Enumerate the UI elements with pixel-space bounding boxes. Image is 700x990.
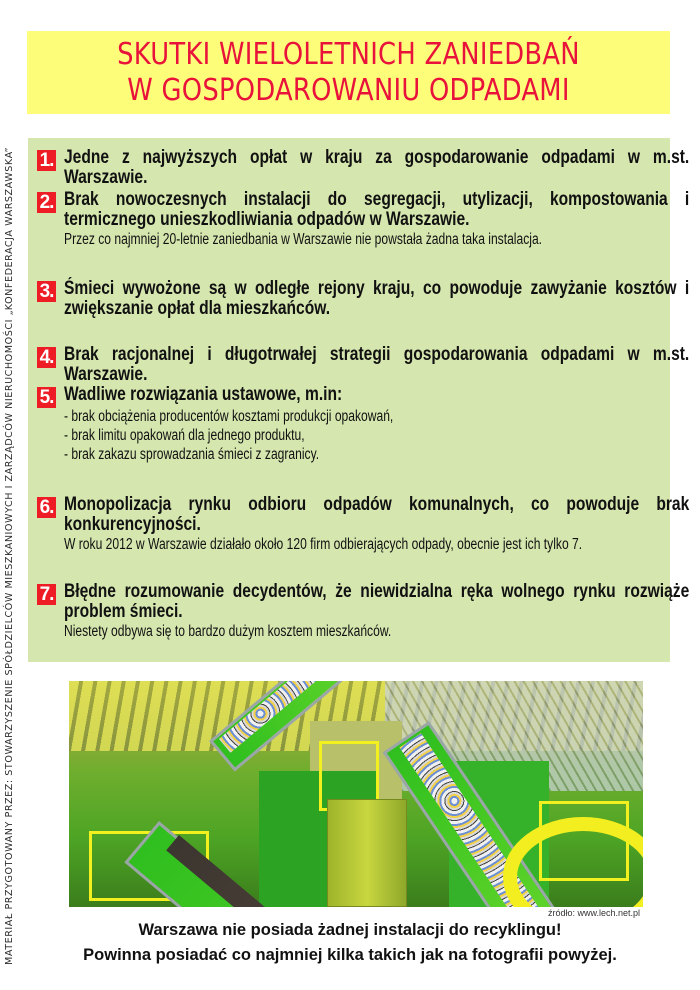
point-item-1 — [37, 147, 690, 188]
point-detail: W roku 2012 w Warszawie działało około 120 firm odbierających odpady, obecnie jest ich tylko 7. — [64, 536, 583, 553]
point-item-3 — [37, 278, 690, 319]
point-heading: Śmieci wywożone są w odległe rejony kraju, co powoduje zawyżanie kosztów i zwiększanie opłat dla mieszkańców. — [64, 278, 690, 319]
footer-line-1: Warszawa nie posiada żadnej instalacji do recyklingu! — [138, 921, 562, 939]
footer-message — [30, 918, 670, 968]
point-item-6 — [37, 494, 690, 554]
recycling-plant-photo — [69, 681, 643, 907]
point-item-7 — [37, 581, 690, 641]
point-detail: Przez co najmniej 20-letnie zaniedbania w Warszawie nie powstała żadna taka instalacja. — [64, 231, 543, 248]
point-item-2 — [37, 189, 690, 249]
point-number-badge: 4. — [37, 347, 56, 368]
point-list-item: - brak obciążenia producentów kosztami produkcji opakowań, — [64, 408, 394, 425]
point-number-badge: 6. — [37, 497, 56, 518]
point-heading: Błędne rozumowanie decydentów, że niewidzialna ręka wolnego rynku rozwiąże problem śmieci. — [64, 581, 690, 622]
point-item-4 — [37, 344, 690, 385]
point-item-5 — [37, 385, 662, 464]
point-number-badge: 5. — [37, 387, 56, 408]
point-number-badge: 7. — [37, 584, 56, 605]
photo-source: źródło: www.lech.net.pl — [547, 908, 640, 918]
points-list — [28, 138, 690, 662]
point-heading: Brak racjonalnej i długotrwałej strategii gospodarowania odpadami w m.st. Warszawie. — [64, 344, 690, 385]
point-heading: Monopolizacja rynku odbioru odpadów komunalnych, co powoduje brak konkurencyjności. — [64, 494, 690, 535]
footer-line-2: Powinna posiadać co najmniej kilka takich jak na fotografii powyżej. — [83, 946, 617, 964]
point-list-item: - brak limitu opakowań dla jednego produktu, — [64, 427, 305, 444]
point-heading: Brak nowoczesnych instalacji do segregacji, utylizacji, kompostowania i termicznego unieszkodliwiania odpadów w Warszawie. — [64, 189, 690, 230]
point-detail: Niestety odbywa się to bardzo dużym kosztem mieszkańców. — [64, 623, 392, 640]
point-number-badge: 2. — [37, 192, 56, 213]
author-note: MATERIAŁ PRZYGOTOWANY PRZEZ: STOWARZYSZENIE SPÓŁDZIELCÓW MIESZKANIOWYCH I ZARZĄDCÓW NIERUCHOMOŚCI „KONFEDERACJA WARSZAWSKA” — [4, 146, 15, 965]
point-heading: Jedne z najwyższych opłat w kraju za gospodarowanie odpadami w m.st. Warszawie. — [64, 147, 690, 188]
point-number-badge: 3. — [37, 281, 56, 302]
title-line-1: SKUTKI WIELOLETNICH ZANIEDBAŃ — [117, 37, 580, 72]
poster-title — [27, 31, 670, 114]
point-list-item: - brak zakazu sprowadzania śmieci z zagranicy. — [64, 446, 320, 463]
title-line-2: W GOSPODAROWANIU ODPADAMI — [127, 73, 570, 108]
point-number-badge: 1. — [37, 150, 56, 171]
photo-hopper — [327, 799, 407, 907]
point-heading: Wadliwe rozwiązania ustawowe, m.in: — [64, 384, 343, 405]
